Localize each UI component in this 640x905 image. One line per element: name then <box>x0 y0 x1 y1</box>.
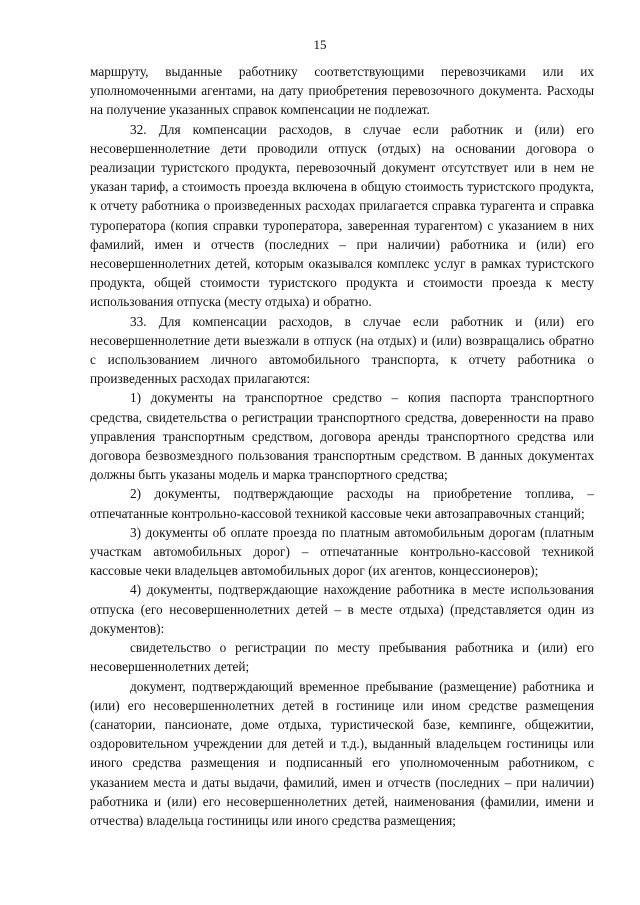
paragraph-item-1: 1) документы на транспортное средство – копия паспорта транспортного средства, свидетельства о регистрации транспортного средства, доверенности на право управления транспортным средством, договора аренды транспортного средства или договора безвозмездного пользования транспортным средством. В данных документах должны быть указаны модель и марка транспортного средства; <box>90 390 594 483</box>
paragraph-item-2: 2) документы, подтверждающие расходы на приобретение топлива, – отпечатанные контрольно-кассовой техникой кассовые чеки автозаправочных станций; <box>90 486 594 521</box>
paragraph-registration-certificate: свидетельство о регистрации по месту пребывания работника и (или) его несовершеннолетних детей; <box>90 640 594 675</box>
paragraph-continuation: маршруту, выданные работнику соответствующими перевозчиками или их уполномоченными агентами, на дату приобретения перевозочного документа. Расходы на получение указанных справок компенсации не подлежат. <box>90 64 594 118</box>
paragraph-clause-32: 32. Для компенсации расходов, в случае если работник и (или) его несовершеннолетние дети проводили отпуск (отдых) на основании договора о реализации туристского продукта, перевозочный документ отсутствует или в нем не указан тариф, а стоимость проезда включена в общую стоимость туристского продукта, к отчету работника о произведенных расходах прилагается справка турагента и справка туроператора (копия справки туроператора, заверенная турагентом) с указанием в них фамилий, имен и отчеств (последних – при наличии) работника и (или) его несовершеннолетних детей, которым оказывался комплекс услуг в рамках туристского продукта, общей стоимости туристского продукта и стоимости проезда к месту использования отпуска (месту отдыха) и обратно. <box>90 121 594 310</box>
paragraph-accommodation-document: документ, подтверждающий временное пребывание (размещение) работника и (или) его несовершеннолетних детей в гостинице или ином средстве размещения (санатории, пансионате, доме отдыха, туристической базе, кемпинге, общежитии, оздоровительном учреждении для детей и т.д.), выданный владельцем гостиницы или иного средства размещения и подписанный его уполномоченным работником, с указанием места и даты выдачи, фамилий, имен и отчеств (последних – при наличии) работника и (или) его несовершеннолетних детей, наименования (фамилии, имени и отчества) владельца гостиницы или иного средства размещения; <box>90 678 594 828</box>
document-body <box>90 62 594 830</box>
paragraph-item-3: 3) документы об оплате проезда по платным автомобильным дорогам (платным участкам автомобильных дорог) – отпечатанные контрольно-кассовой техникой кассовые чеки владельцев автомобильных дорог (их агентов, концессионеров); <box>90 524 594 579</box>
paragraph-item-4: 4) документы, подтверждающие нахождение работника в месте использования отпуска (его несовершеннолетних детей – в месте отдыха) (представляется один из документов): <box>90 582 594 636</box>
page-number: 15 <box>313 37 327 52</box>
paragraph-clause-33: 33. Для компенсации расходов, в случае если работник и (или) его несовершеннолетние дети выезжали в отпуск (на отдых) и (или) возвращались обратно с использованием личного автомобильного транспорта, к отчету работника о произведенных расходах прилагаются: <box>90 313 594 387</box>
